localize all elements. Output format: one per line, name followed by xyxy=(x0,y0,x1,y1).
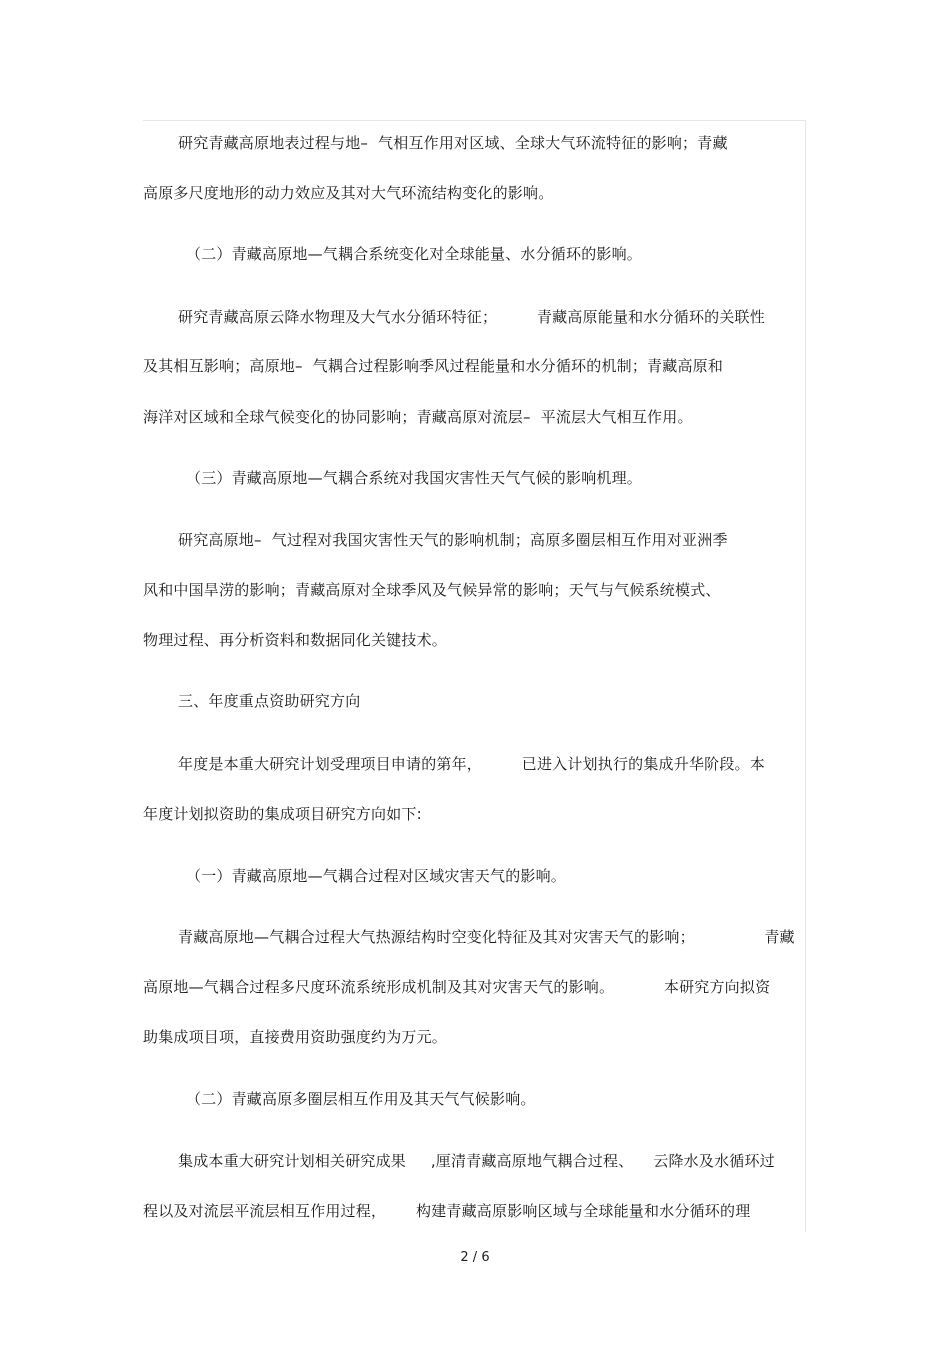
paragraph-line: 青藏高原地—气耦合过程大气热源结构时空变化特征及其对灾害天气的影响； 青藏 xyxy=(178,928,795,946)
paragraph-line: 风和中国旱涝的影响；青藏高原对全球季风及气候异常的影响；天气与气候系统模式、 xyxy=(143,581,721,599)
paragraph-line: 物理过程、再分析资料和数据同化关键技术。 xyxy=(143,631,448,649)
paragraph-line: 年度是本重大研究计划受理项目申请的第年， 已进入计划执行的集成升华阶段。本 xyxy=(178,755,765,773)
paragraph-line: 研究高原地– 气过程对我国灾害性天气的影响机制；高原多圈层相互作用对亚洲季 xyxy=(178,531,728,549)
paragraph-line: 海洋对区域和全球气候变化的协同影响；青藏高原对流层– 平流层大气相互作用。 xyxy=(143,408,693,426)
section-heading: （三）青藏高原地—气耦合系统对我国灾害性天气气候的影响机理。 xyxy=(186,469,643,487)
paragraph-line: 高原多尺度地形的动力效应及其对大气环流结构变化的影响。 xyxy=(143,184,554,202)
paragraph-line: 研究青藏高原地表过程与地– 气相互作用对区域、全球大气环流特征的影响；青藏 xyxy=(178,134,728,152)
paragraph-line: 研究青藏高原云降水物理及大气水分循环特征； 青藏高原能量和水分循环的关联性 xyxy=(178,308,765,326)
page-frame xyxy=(143,120,806,1232)
paragraph-line: 高原地—气耦合过程多尺度环流系统形成机制及其对灾害天气的影响。 本研究方向拟资 xyxy=(143,978,771,996)
paragraph-line: 年度计划拟资助的集成项目研究方向如下: xyxy=(143,805,422,823)
section-heading: （一）青藏高原地—气耦合过程对区域灾害天气的影响。 xyxy=(186,867,567,885)
paragraph-line: 程以及对流层平流层相互作用过程， 构建青藏高原影响区域与全球能量和水分循环的理 xyxy=(143,1202,751,1220)
section-heading: （二）青藏高原地—气耦合系统变化对全球能量、水分循环的影响。 xyxy=(186,245,643,263)
paragraph-line: 集成本重大研究计划相关研究成果 ,厘清青藏高原地气耦合过程、 云降水及水循环过 xyxy=(178,1152,775,1170)
chapter-heading: 三、年度重点资助研究方向 xyxy=(178,692,361,710)
page-number: 2 / 6 xyxy=(460,1250,490,1265)
paragraph-line: 助集成项目项，直接费用资助强度约为万元。 xyxy=(143,1028,448,1046)
paragraph-line: 及其相互影响；高原地– 气耦合过程影响季风过程能量和水分循环的机制；青藏高原和 xyxy=(143,357,724,375)
section-heading: （二）青藏高原多圈层相互作用及其天气气候影响。 xyxy=(186,1090,536,1108)
